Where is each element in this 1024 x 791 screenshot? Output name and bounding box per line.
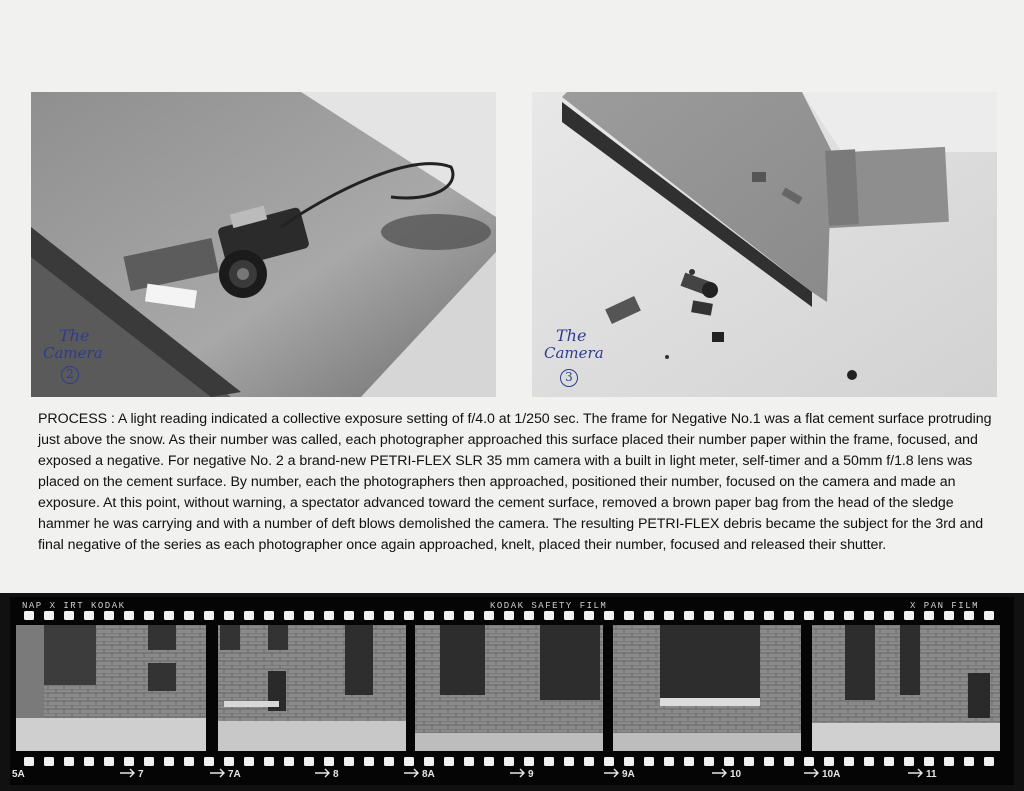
sprocket-hole <box>304 611 314 620</box>
sprocket-hole <box>764 611 774 620</box>
sprocket-hole <box>64 611 74 620</box>
filmstrip-image <box>0 593 1024 791</box>
sprocket-hole <box>584 757 594 766</box>
sprocket-hole <box>144 611 154 620</box>
handwriting-title: The <box>59 326 90 345</box>
sprocket-hole <box>244 757 254 766</box>
sprocket-hole <box>524 611 534 620</box>
sprocket-hole <box>44 757 54 766</box>
sprocket-hole <box>544 611 554 620</box>
handwriting-subtitle: Camera <box>43 344 103 362</box>
sprocket-hole <box>624 757 634 766</box>
sprocket-hole <box>364 757 374 766</box>
sprocket-hole <box>884 757 894 766</box>
sprocket-hole <box>384 757 394 766</box>
frame-number: 8 <box>333 769 339 780</box>
sprocket-hole <box>584 611 594 620</box>
film-frame <box>16 625 206 751</box>
sprocket-hole <box>844 757 854 766</box>
photo-camera-intact <box>31 92 496 397</box>
sprocket-hole <box>784 757 794 766</box>
sprocket-hole <box>564 611 574 620</box>
sprocket-hole <box>724 611 734 620</box>
process-description: PROCESS : A light reading indicated a collective exposure setting of f/4.0 at 1/250 sec. The frame for Negative No.1 was a flat cement surface protruding just above the snow. As their number was called, each photographer approached this surface placed their number paper within the frame, focused, and exposed a negative. For negative No. 2 a brand-new PETRI-FLEX SLR 35 mm camera with a built in light meter, self-timer and a 50mm f/1.8 lens was placed on the cement surface. By number, each the photographers then approached, positioned their number, focused on the camera and made an exposure. At this point, without warning, a spectator advanced toward the cement surface, removed a brown paper bag from the head of the sledge hammer he was carrying and with a number of deft blows demolished the camera. The resulting PETRI-FLEX debris became the subject for the 3rd and final negative of the series as each photographer once again approached, knelt, placed their number, focused and released their shutter. <box>38 411 992 553</box>
sprocket-hole <box>504 757 514 766</box>
sprocket-hole <box>744 611 754 620</box>
sprocket-hole <box>284 757 294 766</box>
sprocket-hole <box>544 757 554 766</box>
sprocket-hole <box>704 757 714 766</box>
sprocket-hole <box>164 757 174 766</box>
handwriting-title: The <box>556 326 587 345</box>
sprocket-hole <box>104 611 114 620</box>
sprocket-hole <box>644 757 654 766</box>
sprocket-hole <box>164 611 174 620</box>
sprocket-hole <box>664 757 674 766</box>
edge-text-left: NAP X IRT KODAK <box>22 601 126 611</box>
sprocket-hole <box>644 611 654 620</box>
sprocket-hole <box>904 757 914 766</box>
sprocket-holes-bottom <box>24 757 994 766</box>
sprocket-hole <box>144 757 154 766</box>
film-frame <box>415 625 603 751</box>
sprocket-hole <box>324 611 334 620</box>
sprocket-hole <box>744 757 754 766</box>
sprocket-hole <box>624 611 634 620</box>
sprocket-hole <box>464 611 474 620</box>
sprocket-hole <box>84 757 94 766</box>
frame-number: 10A <box>822 769 841 780</box>
sprocket-hole <box>724 757 734 766</box>
frame-number: 5A <box>12 769 25 780</box>
sprocket-hole <box>424 757 434 766</box>
frame-number: 7 <box>138 769 144 780</box>
sprocket-hole <box>904 611 914 620</box>
sprocket-hole <box>384 611 394 620</box>
frame-number: 9A <box>622 769 635 780</box>
sprocket-hole <box>864 757 874 766</box>
sprocket-hole <box>804 757 814 766</box>
sprocket-holes-top <box>24 611 994 620</box>
sprocket-hole <box>344 611 354 620</box>
frame-number: 7A <box>228 769 241 780</box>
sprocket-hole <box>224 611 234 620</box>
frame-number: 10 <box>730 769 742 780</box>
sprocket-hole <box>204 611 214 620</box>
sprocket-hole <box>964 757 974 766</box>
sprocket-hole <box>324 757 334 766</box>
edge-text-right: X PAN FILM <box>910 601 980 611</box>
photo-camera-debris <box>532 92 997 397</box>
sprocket-hole <box>844 611 854 620</box>
sprocket-hole <box>184 611 194 620</box>
handwriting-subtitle: Camera <box>544 344 604 362</box>
sprocket-hole <box>524 757 534 766</box>
sprocket-hole <box>364 611 374 620</box>
sprocket-hole <box>84 611 94 620</box>
sprocket-hole <box>264 611 274 620</box>
sprocket-hole <box>804 611 814 620</box>
sprocket-hole <box>924 757 934 766</box>
frame-number: 8A <box>422 769 435 780</box>
film-frame <box>812 625 1000 751</box>
sprocket-hole <box>944 611 954 620</box>
sprocket-hole <box>404 611 414 620</box>
sprocket-hole <box>764 757 774 766</box>
sprocket-hole <box>964 611 974 620</box>
sprocket-hole <box>444 611 454 620</box>
sprocket-hole <box>444 757 454 766</box>
sprocket-hole <box>604 611 614 620</box>
sprocket-hole <box>104 757 114 766</box>
sprocket-hole <box>604 757 614 766</box>
contact-sheet-filmstrip <box>0 593 1024 791</box>
sprocket-hole <box>264 757 274 766</box>
sprocket-hole <box>484 611 494 620</box>
sprocket-hole <box>284 611 294 620</box>
sprocket-hole <box>124 611 134 620</box>
sprocket-hole <box>944 757 954 766</box>
sprocket-hole <box>884 611 894 620</box>
sprocket-hole <box>924 611 934 620</box>
sprocket-hole <box>864 611 874 620</box>
sprocket-hole <box>824 611 834 620</box>
sprocket-hole <box>464 757 474 766</box>
sprocket-hole <box>304 757 314 766</box>
sprocket-hole <box>64 757 74 766</box>
sprocket-hole <box>224 757 234 766</box>
sprocket-hole <box>244 611 254 620</box>
sprocket-hole <box>484 757 494 766</box>
sprocket-hole <box>664 611 674 620</box>
frame-number: 9 <box>528 769 534 780</box>
sprocket-hole <box>404 757 414 766</box>
edge-text-center: KODAK SAFETY FILM <box>490 601 608 611</box>
sprocket-hole <box>684 611 694 620</box>
sprocket-hole <box>684 757 694 766</box>
film-frame <box>613 625 801 751</box>
sprocket-hole <box>24 611 34 620</box>
handwriting-number: 2 <box>61 366 79 384</box>
sprocket-hole <box>984 757 994 766</box>
sprocket-hole <box>984 611 994 620</box>
sprocket-hole <box>504 611 514 620</box>
frame-number: 11 <box>926 769 937 780</box>
sprocket-hole <box>24 757 34 766</box>
sprocket-hole <box>824 757 834 766</box>
sprocket-hole <box>564 757 574 766</box>
sprocket-hole <box>204 757 214 766</box>
handwriting-number: 3 <box>560 369 578 387</box>
sprocket-hole <box>44 611 54 620</box>
sprocket-hole <box>124 757 134 766</box>
sprocket-hole <box>344 757 354 766</box>
film-frames <box>16 625 1000 751</box>
sprocket-hole <box>184 757 194 766</box>
sprocket-hole <box>704 611 714 620</box>
film-frame <box>218 625 406 751</box>
sprocket-hole <box>424 611 434 620</box>
sprocket-hole <box>784 611 794 620</box>
